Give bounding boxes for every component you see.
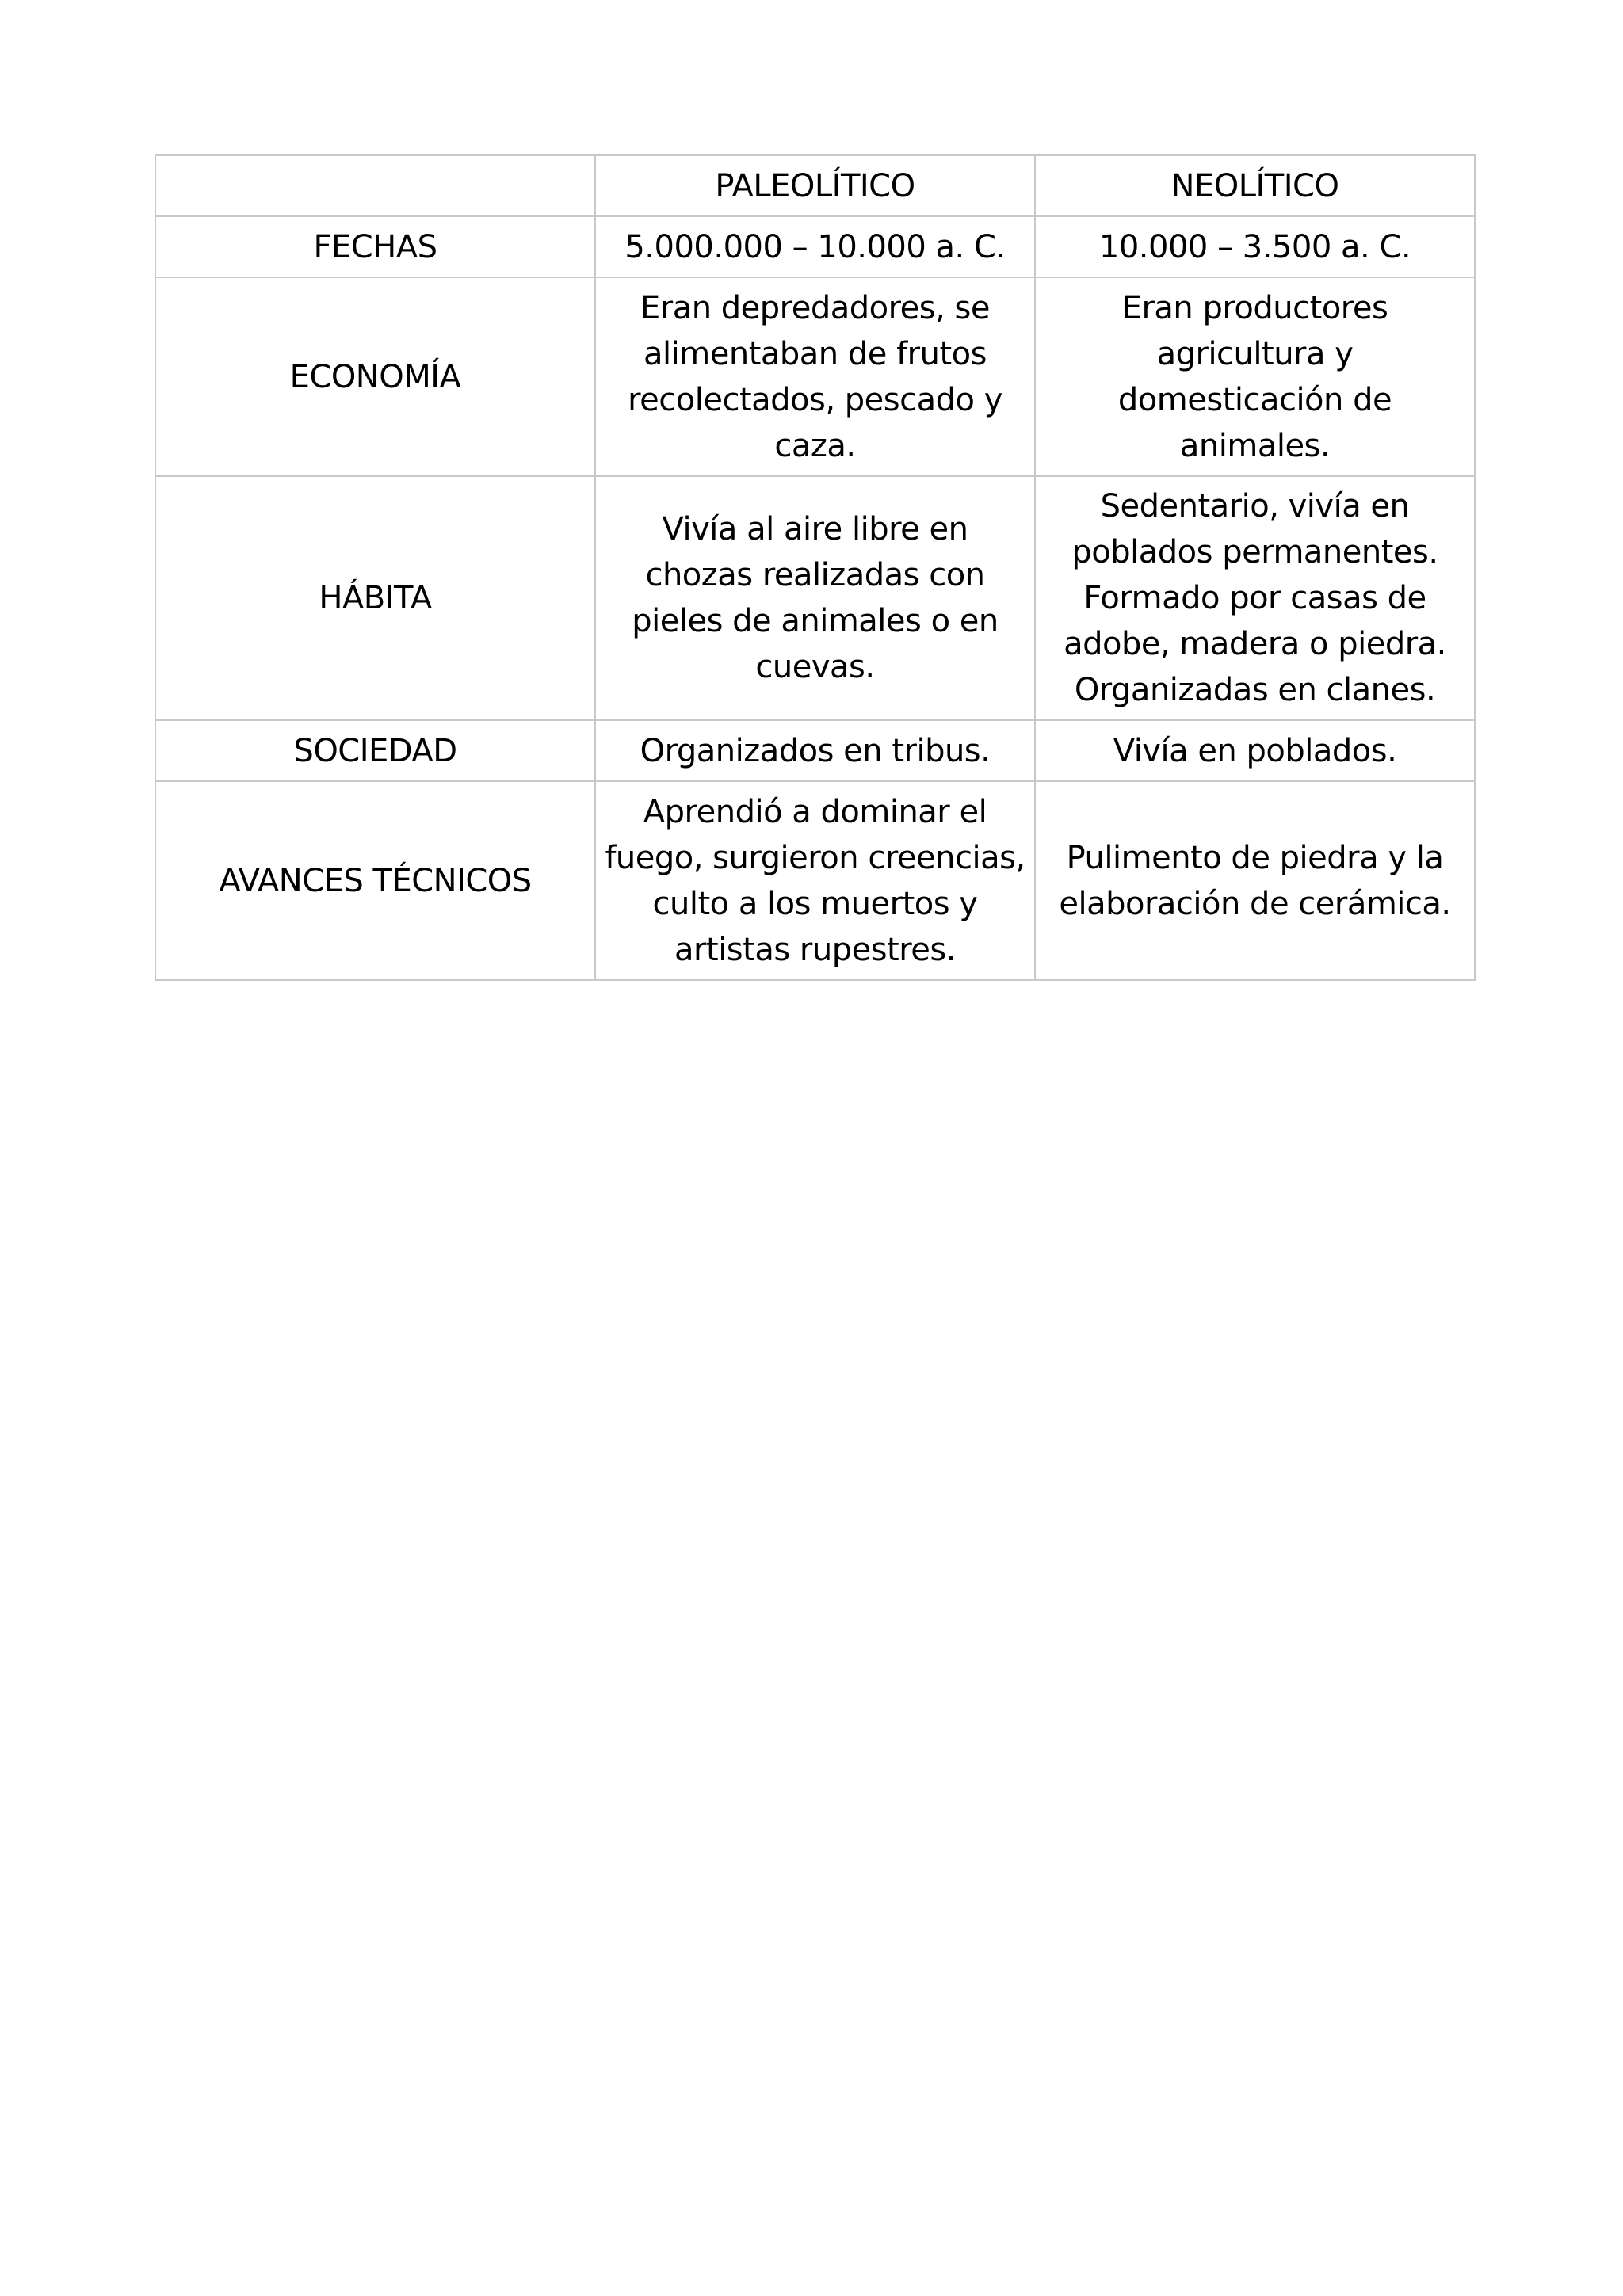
row-label-fechas: FECHAS — [155, 216, 595, 277]
table-row-sociedad — [155, 720, 1475, 781]
cell-sociedad-neolitico: Vivía en poblados. — [1035, 720, 1475, 781]
row-label-habita: HÁBITA — [155, 476, 595, 720]
row-label-sociedad: SOCIEDAD — [155, 720, 595, 781]
comparison-table — [155, 154, 1476, 981]
row-label-avances-tecnicos: AVANCES TÉCNICOS — [155, 781, 595, 980]
cell-habita-paleolitico: Vivía al aire libre en chozas realizadas con pieles de animales o en cuevas. — [595, 476, 1035, 720]
header-neolitico: NEOLÍTICO — [1035, 155, 1475, 216]
cell-sociedad-paleolitico: Organizados en tribus. — [595, 720, 1035, 781]
row-label-economia: ECONOMÍA — [155, 277, 595, 476]
table-row-avances-tecnicos — [155, 781, 1475, 980]
header-paleolitico: PALEOLÍTICO — [595, 155, 1035, 216]
table-header-row — [155, 155, 1475, 216]
cell-avances-neolitico: Pulimento de piedra y la elaboración de cerámica. — [1035, 781, 1475, 980]
cell-fechas-neolitico: 10.000 – 3.500 a. C. — [1035, 216, 1475, 277]
cell-fechas-paleolitico: 5.000.000 – 10.000 a. C. — [595, 216, 1035, 277]
table-row-fechas — [155, 216, 1475, 277]
header-corner-cell — [155, 155, 595, 216]
cell-economia-neolitico: Eran productores agricultura y domesticación de animales. — [1035, 277, 1475, 476]
table-row-economia — [155, 277, 1475, 476]
cell-habita-neolitico: Sedentario, vivía en poblados permanentes. Formado por casas de adobe, madera o piedra. Organizadas en clanes. — [1035, 476, 1475, 720]
cell-avances-paleolitico: Aprendió a dominar el fuego, surgieron creencias, culto a los muertos y artistas rupestres. — [595, 781, 1035, 980]
table-row-habita — [155, 476, 1475, 720]
cell-economia-paleolitico: Eran depredadores, se alimentaban de frutos recolectados, pescado y caza. — [595, 277, 1035, 476]
